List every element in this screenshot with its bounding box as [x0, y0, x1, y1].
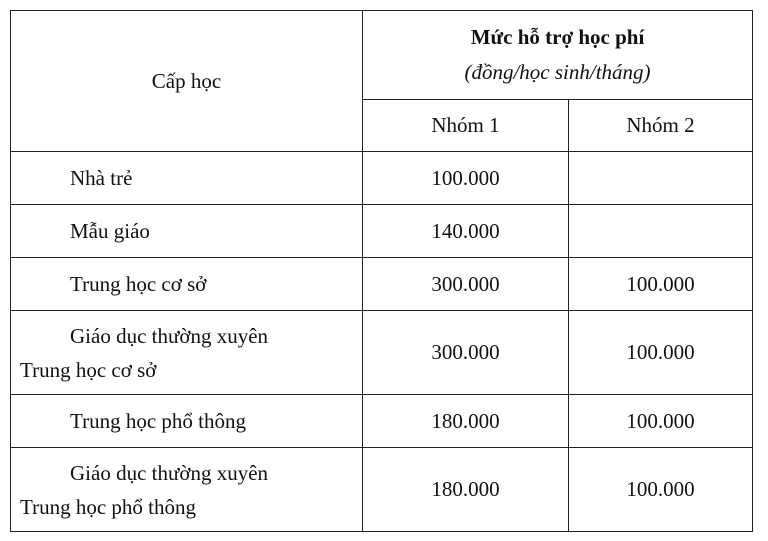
table-row [11, 311, 753, 395]
level-cell [11, 395, 363, 448]
group-1-value: 100.000 [363, 152, 569, 205]
table-row [11, 395, 753, 448]
group-2-value: 100.000 [569, 258, 753, 311]
group-2-value [569, 152, 753, 205]
group-1-value: 180.000 [363, 395, 569, 448]
table-row [11, 258, 753, 311]
table-row [11, 448, 753, 532]
group-1-value: 300.000 [363, 258, 569, 311]
group-1-value: 140.000 [363, 205, 569, 258]
level-name-line-2: Trung học cơ sở [20, 357, 157, 382]
table-row [11, 152, 753, 205]
group-2-value: 100.000 [569, 395, 753, 448]
level-name: Mẫu giáo [70, 219, 150, 243]
level-cell [11, 448, 363, 532]
support-rate-title: Mức hỗ trợ học phí [470, 25, 645, 49]
header-group-1: Nhóm 1 [363, 100, 569, 152]
header-group-2: Nhóm 2 [569, 100, 753, 152]
group-2-value [569, 205, 753, 258]
level-name-line-2: Trung học phổ thông [20, 494, 196, 519]
level-cell [11, 311, 363, 395]
group-1-value: 180.000 [363, 448, 569, 532]
header-level: Cấp học [11, 11, 363, 152]
level-name-line-1: Giáo dục thường xuyên [70, 323, 269, 348]
header-support-rate [363, 11, 753, 100]
level-name: Trung học phổ thông [70, 409, 246, 433]
group-2-value: 100.000 [569, 448, 753, 532]
group-2-value: 100.000 [569, 311, 753, 395]
level-name: Trung học cơ sở [70, 272, 207, 296]
level-cell [11, 205, 363, 258]
level-cell [11, 152, 363, 205]
support-rate-unit: (đồng/học sinh/tháng) [464, 60, 651, 84]
tuition-support-table [10, 10, 753, 532]
level-name: Nhà trẻ [70, 166, 133, 190]
level-name-line-1: Giáo dục thường xuyên [70, 460, 269, 485]
table-row [11, 205, 753, 258]
group-1-value: 300.000 [363, 311, 569, 395]
level-cell [11, 258, 363, 311]
